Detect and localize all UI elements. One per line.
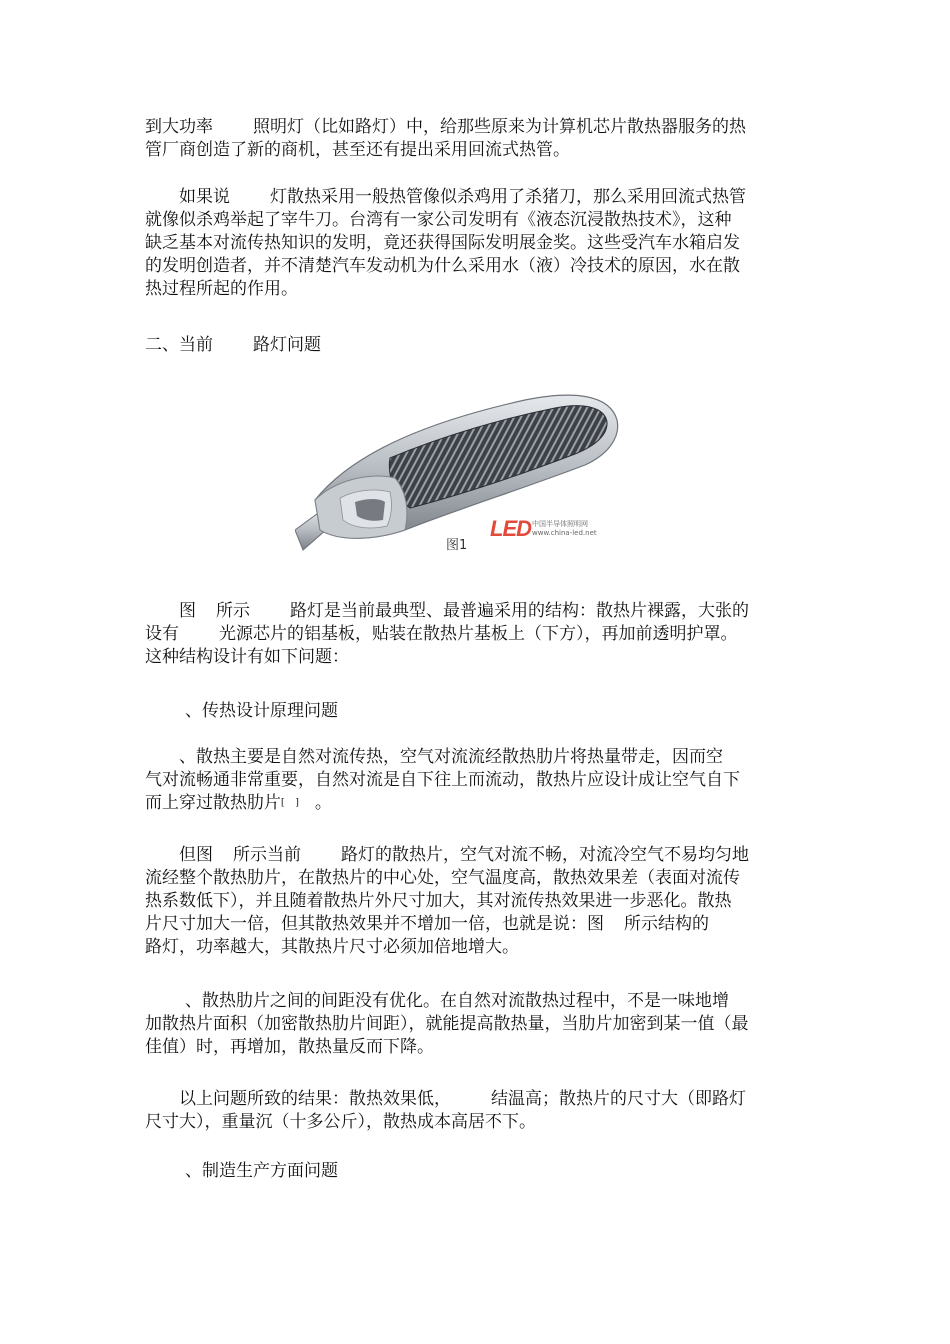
text-span: 光源芯片的铝基板，贴装在散热片基板上（下方），再加前透明护罩。: [219, 624, 738, 644]
text-span: 照明灯（比如路灯）中，给那些原来为计算机芯片散热器服务的热: [253, 117, 746, 137]
paragraph-2: [145, 186, 811, 301]
text-span: 、散热肋片之间的间距没有优化。在自然对流散热过程中，不是一味地增: [185, 991, 729, 1011]
text-span: 以上问题所致的结果：散热效果低，: [179, 1089, 451, 1109]
china-led-logo: [490, 516, 610, 542]
text-line: 气对流畅通非常重要，自然对流是自下往上而流动，散热片应设计成让空气自下: [145, 770, 740, 790]
text-line: 就像似杀鸡举起了宰牛刀。台湾有一家公司发明有《液态沉浸散热技术》，这种: [145, 210, 732, 230]
street-lamp-figure: [295, 380, 625, 555]
text-line: 流经整个散热肋片，在散热片的中心处，空气温度高，散热效果差（表面对流传: [145, 868, 740, 888]
text-span: 所示: [216, 601, 250, 621]
text-line: 这种结构设计有如下问题：: [145, 647, 349, 667]
text-line: 路灯，功率越大，其散热片尺寸必须加倍地增大。: [145, 937, 519, 957]
text-line: 热系数低下），并且随着散热片外尺寸加大，其对流传热效果进一步恶化。散热: [145, 891, 732, 911]
text-line: 加散热片面积（加密散热肋片间距），就能提高散热量，当肋片加密到某一值（最: [145, 1014, 749, 1034]
text-span: 片尺寸加大一倍，但其散热效果并不增加一倍，也就是说：图: [145, 914, 604, 934]
heading-text: 路灯问题: [253, 335, 321, 355]
section-heading-2: [145, 334, 811, 357]
paragraph-5: [145, 844, 811, 959]
subheading-2: [145, 1160, 811, 1183]
text-span: 设有: [145, 624, 179, 644]
figure-caption: 图1: [446, 538, 468, 553]
text-span: 而上穿过散热肋片: [145, 793, 281, 813]
text-span: 。: [314, 793, 332, 813]
paragraph-7: [145, 1088, 811, 1134]
logo-site-name: 中国半导体照明网: [532, 520, 588, 528]
text-span: 路灯的散热片，空气对流不畅，对流冷空气不易均匀地: [341, 845, 749, 865]
paragraph-3: [145, 600, 811, 669]
text-line: 管厂商创造了新的商机，甚至还有提出采用回流式热管。: [145, 140, 570, 160]
text-span: 但图: [179, 845, 213, 865]
text-span: 到大功率: [145, 117, 213, 137]
text-line: 的发明创造者，并不清楚汽车发动机为什么采用水（液）冷技术的原因，水在散: [145, 256, 740, 276]
text-line: 缺乏基本对流传热知识的发明，竟还获得国际发明展金奖。这些受汽车水箱启发: [145, 233, 740, 253]
subheading-text: 、传热设计原理问题: [185, 701, 338, 721]
text-line: 尺寸大），重量沉（十多公斤），散热成本高居不下。: [145, 1112, 536, 1132]
paragraph-1: [145, 116, 811, 162]
heading-text: 二、当前: [145, 335, 213, 355]
logo-url: www.china-led.net: [532, 529, 597, 537]
text-span: 灯散热采用一般热管像似杀鸡用了杀猪刀，那么采用回流式热管: [270, 187, 746, 207]
paragraph-4: [145, 746, 811, 815]
text-span: 路灯是当前最典型、最普遍采用的结构：散热片裸露，大张的: [290, 601, 749, 621]
citation-ref: [ ]: [281, 798, 303, 808]
text-span: 如果说: [179, 187, 230, 207]
subheading-text: 、制造生产方面问题: [185, 1161, 338, 1181]
text-span: 所示结构的: [624, 914, 709, 934]
text-line: 热过程所起的作用。: [145, 279, 298, 299]
text-span: 图: [179, 601, 196, 621]
logo-mark: LED: [490, 516, 531, 541]
subheading-1: [145, 700, 811, 723]
text-span: 结温高；散热片的尺寸大（即路灯: [491, 1089, 746, 1109]
text-line: 佳值）时，再增加，散热量反而下降。: [145, 1037, 434, 1057]
paragraph-6: [145, 990, 811, 1059]
text-span: 、散热主要是自然对流传热，空气对流流经散热肋片将热量带走，因而空: [179, 747, 723, 767]
text-span: 所示当前: [233, 845, 301, 865]
